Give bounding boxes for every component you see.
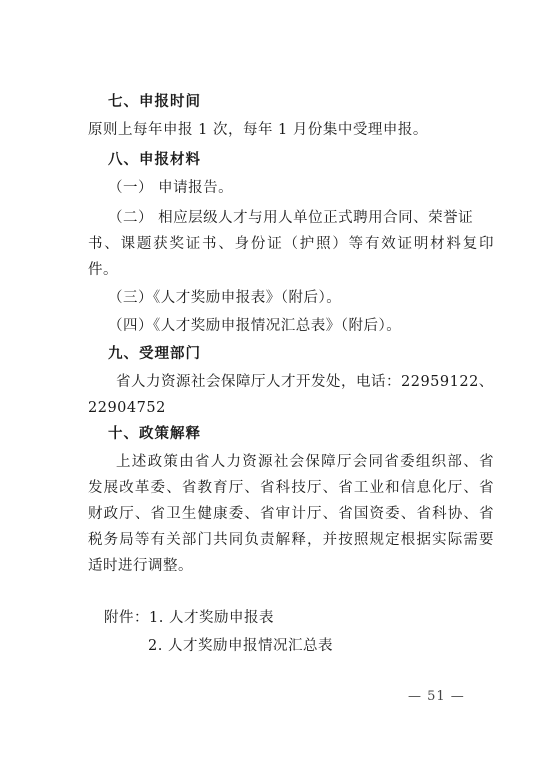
section-8-item-1: （一） 申请报告。 — [108, 180, 234, 196]
attachment-line-1: 附件：1. 人才奖励申报表 — [104, 610, 274, 626]
section-10-line-2: 发展改革委、省教育厅、省科技厅、省工业和信息化厅、省 — [88, 480, 494, 496]
section-8-item-3: （三）《人才奖励申报表》（附后）。 — [108, 290, 342, 306]
section-10-line-1: 上述政策由省人力资源社会保障厅会同省委组织部、省 — [116, 454, 494, 470]
section-7-paragraph: 原则上每年申报 1 次，每年 1 月份集中受理申报。 — [88, 122, 428, 138]
section-9-line-1: 省人力资源社会保障厅人才开发处，电话：22959122、 — [116, 374, 494, 390]
section-8-item-2-cont: 书、课题获奖证书、身份证（护照）等有效证明材料复印 — [88, 236, 494, 252]
section-heading-7: 七、申报时间 — [108, 94, 201, 110]
page-number: — 51 — — [408, 689, 465, 704]
section-10-line-5: 适时进行调整。 — [88, 558, 193, 574]
section-10-line-3: 财政厅、省卫生健康委、省审计厅、省国资委、省科协、省 — [88, 506, 494, 522]
section-heading-9: 九、受理部门 — [108, 346, 201, 362]
section-heading-10: 十、政策解释 — [108, 426, 201, 442]
section-8-item-2: （二） 相应层级人才与用人单位正式聘用合同、荣誉证 — [108, 210, 474, 226]
section-8-item-2-end: 件。 — [88, 262, 118, 278]
section-8-item-4: （四）《人才奖励申报情况汇总表》（附后）。 — [108, 318, 402, 334]
attachment-line-2: 2. 人才奖励申报情况汇总表 — [148, 638, 333, 654]
section-9-line-2: 22904752 — [88, 400, 166, 416]
section-10-line-4: 税务局等有关部门共同负责解释，并按照规定根据实际需要 — [88, 532, 494, 548]
section-heading-8: 八、申报材料 — [108, 152, 201, 168]
